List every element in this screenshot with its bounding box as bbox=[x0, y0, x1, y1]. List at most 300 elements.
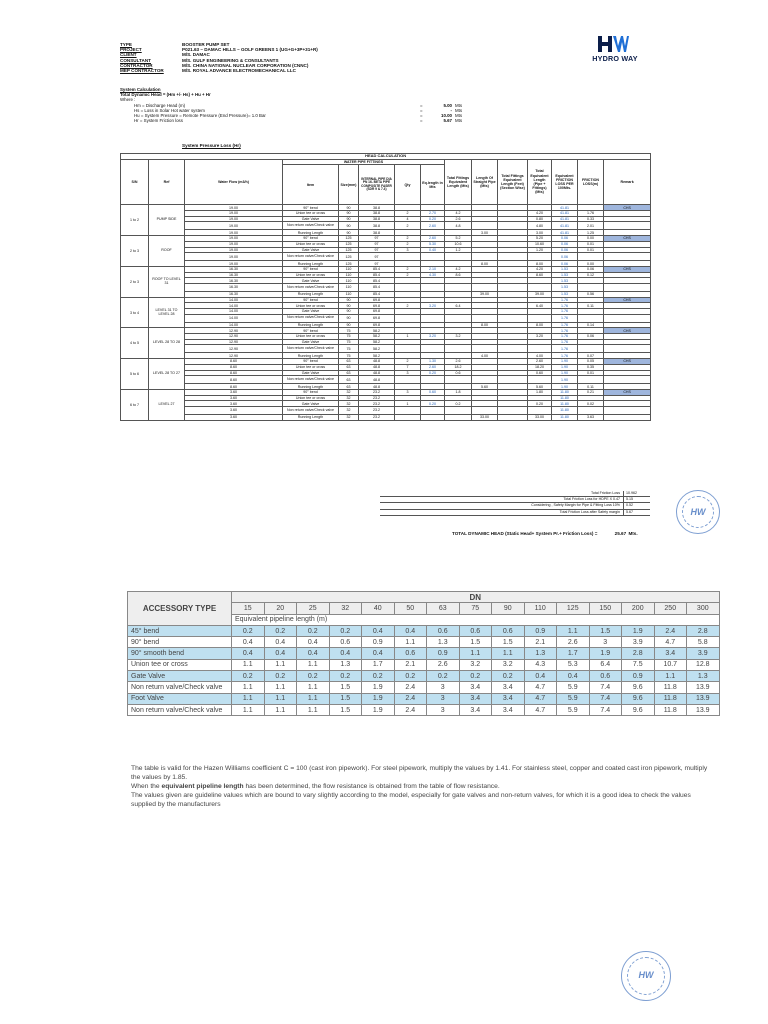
head-calc-cell bbox=[498, 406, 528, 414]
cell-sn: 1 to 2 bbox=[121, 205, 149, 236]
accessory-name: Foot Valve bbox=[128, 693, 232, 704]
accessory-value: 7.4 bbox=[589, 682, 622, 693]
col-flow: Water Flow (m3/h) bbox=[185, 159, 283, 205]
accessory-value: 1.1 bbox=[264, 659, 297, 670]
head-calc-cell: Running Length bbox=[283, 261, 339, 267]
col-internal-dia: INTERNAL PIPE DIA PN 16- BETA PIPE COMPOSITE FASER (SDR 9 & 7.4) bbox=[359, 165, 395, 205]
cell-sn: 4 to 5 bbox=[121, 328, 149, 359]
head-calc-cell bbox=[578, 345, 604, 353]
head-calc-cell: 2 bbox=[395, 241, 421, 247]
head-calc-cell: 0.20 bbox=[421, 216, 445, 222]
accessory-value: 2.4 bbox=[394, 693, 427, 704]
accessory-value: 9.6 bbox=[622, 704, 655, 715]
head-calc-cell: Union tee or cross bbox=[283, 364, 339, 370]
head-calc-cell: 110 bbox=[339, 272, 359, 278]
head-calc-cell bbox=[421, 314, 445, 322]
head-calc-cell: 3.60 bbox=[185, 414, 283, 420]
accessory-value: 1.1 bbox=[264, 682, 297, 693]
info-key: PROJECT bbox=[120, 47, 142, 53]
head-calc-cell: 48.8 bbox=[359, 364, 395, 370]
head-calc-cell bbox=[445, 345, 472, 353]
head-calc-cell: 0.33 bbox=[578, 216, 604, 222]
accessory-value: 1.5 bbox=[329, 682, 362, 693]
head-calc-cell: 5.60 bbox=[472, 384, 498, 390]
head-calc-cell: 12.90 bbox=[185, 353, 283, 359]
head-calc-cell: 1.76 bbox=[552, 303, 578, 309]
accessory-value: 2.1 bbox=[524, 637, 557, 648]
head-calc-cell bbox=[472, 345, 498, 353]
head-calc-cell: 1.76 bbox=[552, 339, 578, 345]
accessory-row bbox=[128, 682, 720, 693]
head-calc-cell: Gate Valve bbox=[283, 339, 339, 345]
info-row bbox=[120, 68, 318, 73]
calc-line-text: Hr = System Friction loss bbox=[134, 118, 183, 123]
head-calc-cell: 3 bbox=[395, 389, 421, 395]
head-calc-cell: CHS bbox=[604, 236, 651, 242]
head-calc-cell: 1.53 bbox=[552, 272, 578, 278]
head-calc-cell: 90° bend bbox=[283, 359, 339, 365]
head-calc-cell: 4.80 bbox=[528, 222, 552, 230]
accessory-value: 1.1 bbox=[297, 659, 330, 670]
head-calc-cell: 3.60 bbox=[185, 395, 283, 401]
head-calc-cell: 33.00 bbox=[528, 414, 552, 420]
accessory-value: 0.4 bbox=[394, 625, 427, 636]
head-calc-cell: 4 bbox=[395, 216, 421, 222]
head-calc-cell bbox=[578, 283, 604, 291]
head-calc-cell: 69.8 bbox=[359, 309, 395, 315]
accessory-row bbox=[128, 648, 720, 659]
head-calc-cell: 1.2 bbox=[445, 247, 472, 253]
head-calc-cell: 11.80 bbox=[552, 389, 578, 395]
head-calc-cell bbox=[498, 376, 528, 384]
head-calc-cell: Running Length bbox=[283, 384, 339, 390]
head-calc-cell: 4.20 bbox=[528, 211, 552, 217]
head-calc-cell: 90° bend bbox=[283, 328, 339, 334]
dn-size: 50 bbox=[394, 603, 427, 614]
accessory-value: 3.4 bbox=[492, 682, 525, 693]
head-calc-cell: Non return valve/Check valve bbox=[283, 406, 339, 414]
head-calc-cell: 8.60 bbox=[185, 370, 283, 376]
head-calc-cell bbox=[604, 406, 651, 414]
accessory-value: 0.4 bbox=[232, 648, 265, 659]
accessory-value: 1.9 bbox=[362, 682, 395, 693]
head-calc-cell: Union tee or cross bbox=[283, 334, 339, 340]
head-calc-cell: 125 bbox=[339, 247, 359, 253]
head-calc-cell: 58.2 bbox=[359, 328, 395, 334]
notes bbox=[131, 764, 716, 809]
head-calc-cell: 48.8 bbox=[359, 384, 395, 390]
info-value: M/S. ROYAL ADVANCE ELECTROMECHANICAL LLC bbox=[182, 68, 296, 74]
dn-size: 300 bbox=[687, 603, 720, 614]
head-calc-cell bbox=[604, 222, 651, 230]
accessory-value: 3.4 bbox=[492, 693, 525, 704]
head-calc-cell: 1.53 bbox=[552, 278, 578, 284]
head-calc-cell: 3.63 bbox=[578, 414, 604, 420]
info-key: CONTRACTOR bbox=[120, 62, 153, 68]
accessory-value: 12.8 bbox=[687, 659, 720, 670]
head-calc-cell: 58.2 bbox=[359, 339, 395, 345]
head-calc-cell: 0.01 bbox=[578, 247, 604, 253]
accessory-value: 1.1 bbox=[264, 693, 297, 704]
accessory-value: 0.2 bbox=[492, 671, 525, 682]
accessory-value: 3 bbox=[427, 704, 460, 715]
accessory-value: 1.5 bbox=[329, 704, 362, 715]
head-calc-cell: 1.53 bbox=[552, 283, 578, 291]
info-value: BOOSTER PUMP SET bbox=[182, 42, 230, 47]
head-calc-cell: 10.6 bbox=[445, 241, 472, 247]
accessory-type-header: ACCESSORY TYPE bbox=[128, 592, 232, 626]
accessory-table bbox=[127, 591, 720, 716]
head-calc-cell: 3.20 bbox=[421, 303, 445, 309]
accessory-value: 1.1 bbox=[297, 704, 330, 715]
info-key: MEP CONTRACTOR bbox=[120, 68, 164, 74]
head-calc-cell: 2 bbox=[395, 222, 421, 230]
head-calc-cell: 2.10 bbox=[421, 266, 445, 272]
head-calc-cell bbox=[445, 376, 472, 384]
accessory-value: 7.5 bbox=[622, 659, 655, 670]
accessory-name: 90° bend bbox=[128, 637, 232, 648]
head-calc-cell: 1.90 bbox=[552, 384, 578, 390]
head-calc-cell: 19.00 bbox=[185, 236, 283, 242]
head-calc-cell: 1.80 bbox=[528, 389, 552, 395]
head-calc-cell: 38.8 bbox=[359, 230, 395, 236]
head-calc-cell: 85.4 bbox=[359, 266, 395, 272]
dn-size: 75 bbox=[459, 603, 492, 614]
head-calc-cell: 1.30 bbox=[421, 359, 445, 365]
head-calc-cell: 0.06 bbox=[552, 247, 578, 253]
accessory-value: 3.4 bbox=[459, 682, 492, 693]
head-calc-cell: 1.76 bbox=[552, 345, 578, 353]
dn-header: DN bbox=[232, 592, 720, 603]
head-calc-cell bbox=[395, 253, 421, 261]
calc-line-unit: Mts bbox=[455, 118, 463, 123]
cell-ref: ROOF TO LEVEL 31 bbox=[149, 266, 185, 297]
head-calc-cell: 0.40 bbox=[421, 247, 445, 253]
head-calc-cell: Running Length bbox=[283, 414, 339, 420]
head-calc-cell bbox=[395, 314, 421, 322]
head-calc-cell bbox=[528, 283, 552, 291]
head-calc-cell: CHS bbox=[604, 359, 651, 365]
head-calc-cell: 3 bbox=[395, 370, 421, 376]
head-calc-cell: 0.60 bbox=[421, 389, 445, 395]
calc-line-eq: = bbox=[420, 108, 423, 113]
calc-line-unit: Mts bbox=[455, 108, 463, 113]
cell-sn: 5 to 6 bbox=[121, 359, 149, 390]
dn-size: 32 bbox=[329, 603, 362, 614]
accessory-value: 0.4 bbox=[297, 648, 330, 659]
head-calc-cell: 69.8 bbox=[359, 303, 395, 309]
head-calc-row bbox=[121, 222, 651, 230]
accessory-value: 1.5 bbox=[492, 637, 525, 648]
accessory-value: 3.4 bbox=[459, 704, 492, 715]
accessory-value: 1.1 bbox=[459, 648, 492, 659]
head-calc-cell: 0.11 bbox=[578, 384, 604, 390]
head-calc-cell: 97 bbox=[359, 241, 395, 247]
head-calc-cell: 48.8 bbox=[359, 376, 395, 384]
head-calc-cell: 39.00 bbox=[528, 291, 552, 297]
head-calc-cell: 69.8 bbox=[359, 322, 395, 328]
head-calc-cell: 58.2 bbox=[359, 345, 395, 353]
calc-line-text: Hu = System Pressure = Remote Pressure (End Pressure)= 1.0 Bar bbox=[134, 113, 266, 118]
info-value: M/S. DAMAC bbox=[182, 52, 210, 58]
head-calc-cell: 90 bbox=[339, 309, 359, 315]
accessory-value: 1.1 bbox=[492, 648, 525, 659]
head-calc-cell: 75 bbox=[339, 334, 359, 340]
head-calc-cell: 1.20 bbox=[528, 247, 552, 253]
head-calc-cell: 14.00 bbox=[185, 322, 283, 328]
head-calc-cell bbox=[421, 406, 445, 414]
accessory-value: 0.2 bbox=[297, 671, 330, 682]
total-value: 0.52 bbox=[623, 503, 650, 508]
head-calc-cell: Gate Valve bbox=[283, 309, 339, 315]
head-calc-cell: 48.8 bbox=[359, 359, 395, 365]
head-calc-cell: 0.6 bbox=[445, 370, 472, 376]
accessory-name: Non return valve/Check valve bbox=[128, 682, 232, 693]
head-calc-cell: 0.11 bbox=[578, 303, 604, 309]
head-calc-cell: 63 bbox=[339, 364, 359, 370]
head-calc-title: HEAD CALCULATION bbox=[121, 154, 651, 160]
head-calc-row bbox=[121, 314, 651, 322]
head-calc-cell: 19.00 bbox=[185, 261, 283, 267]
head-calc-cell: 8.60 bbox=[185, 359, 283, 365]
head-calc-cell: Non return valve/Check valve bbox=[283, 376, 339, 384]
head-calc-cell bbox=[498, 314, 528, 322]
info-key: CONSULTANT bbox=[120, 57, 151, 63]
head-calc-cell: 1.90 bbox=[552, 359, 578, 365]
accessory-row bbox=[128, 671, 720, 682]
accessory-value: 0.9 bbox=[524, 625, 557, 636]
head-calc-cell: 0.06 bbox=[578, 334, 604, 340]
head-calc-cell: 14.00 bbox=[185, 297, 283, 303]
head-calc-cell: 69.8 bbox=[359, 314, 395, 322]
company-stamp-icon: HW bbox=[676, 490, 720, 534]
accessory-value: 4.3 bbox=[524, 659, 557, 670]
accessory-value: 4.7 bbox=[524, 704, 557, 715]
cell-sn: 3 to 4 bbox=[121, 297, 149, 328]
info-value: M/S. GULF ENGINEERING & CONSULTANTS bbox=[182, 57, 279, 63]
info-value: P021.63 – DAMAC HILLS – GOLF GREENS 1 (UG+G+3P+31+R) bbox=[182, 47, 318, 53]
head-calc-cell: 19.00 bbox=[185, 222, 283, 230]
head-calc-cell: 19.00 bbox=[185, 230, 283, 236]
head-calc-cell bbox=[445, 283, 472, 291]
calc-line-unit: Mts bbox=[455, 103, 463, 108]
head-calc-cell: 110 bbox=[339, 266, 359, 272]
total-value: 5.67 bbox=[623, 510, 650, 515]
head-calc-cell: 1.76 bbox=[552, 309, 578, 315]
accessory-value: 5.8 bbox=[687, 637, 720, 648]
accessory-name: Gate Valve bbox=[128, 671, 232, 682]
head-calc-cell bbox=[421, 345, 445, 353]
accessory-value: 0.4 bbox=[557, 671, 590, 682]
accessory-value: 3 bbox=[427, 682, 460, 693]
accessory-value: 1.1 bbox=[264, 704, 297, 715]
accessory-value: 0.4 bbox=[524, 671, 557, 682]
head-calc-cell: 4.20 bbox=[528, 266, 552, 272]
head-calc-cell: Non return valve/Check valve bbox=[283, 314, 339, 322]
head-calc-cell: 90 bbox=[339, 322, 359, 328]
accessory-row bbox=[128, 704, 720, 715]
head-calc-cell bbox=[528, 345, 552, 353]
head-calc-cell bbox=[498, 345, 528, 353]
cell-ref: LEVEL 31 TO LEVEL 28 bbox=[149, 297, 185, 328]
accessory-row bbox=[128, 625, 720, 636]
note-3: The values given are guideline values which are bound to vary slightly according to the model, especially for gate valves and non-return valves, for which it is a good idea to check the values supplied by the manufacturers bbox=[131, 792, 691, 808]
col-qty: Qty bbox=[395, 165, 421, 205]
head-calc-cell: 16.30 bbox=[185, 291, 283, 297]
dn-size: 15 bbox=[232, 603, 265, 614]
accessory-value: 0.2 bbox=[232, 671, 265, 682]
head-calc-cell: 12.90 bbox=[185, 339, 283, 345]
head-calc-cell: 0.01 bbox=[578, 241, 604, 247]
accessory-value: 4.7 bbox=[524, 693, 557, 704]
accessory-value: 1.3 bbox=[687, 671, 720, 682]
head-calc-cell: CHS bbox=[604, 389, 651, 395]
accessory-row bbox=[128, 637, 720, 648]
head-calc-cell: 8.00 bbox=[472, 322, 498, 328]
head-calc-cell: Non return valve/Check valve bbox=[283, 253, 339, 261]
accessory-value: 3.2 bbox=[492, 659, 525, 670]
accessory-value: 0.2 bbox=[362, 671, 395, 682]
head-calc-cell: 41.81 bbox=[552, 211, 578, 217]
hw-logo-icon bbox=[596, 34, 630, 54]
accessory-value: 3 bbox=[589, 637, 622, 648]
accessory-value: 0.2 bbox=[329, 671, 362, 682]
head-calc-cell bbox=[472, 222, 498, 230]
cell-ref: ROOF bbox=[149, 236, 185, 267]
head-calc-cell: 38.8 bbox=[359, 205, 395, 211]
head-calc-cell: 0.14 bbox=[578, 322, 604, 328]
head-calc-cell: 14.00 bbox=[185, 309, 283, 315]
accessory-value: 11.8 bbox=[654, 682, 687, 693]
accessory-value: 1.9 bbox=[362, 693, 395, 704]
head-calc-cell: 18.20 bbox=[528, 364, 552, 370]
cell-ref: LEVEL 27 bbox=[149, 389, 185, 420]
head-calc-cell: 8.60 bbox=[185, 384, 283, 390]
head-calc-cell: 4.2 bbox=[445, 211, 472, 217]
head-calc-cell: 90° bend bbox=[283, 205, 339, 211]
head-calc-cell: 1.76 bbox=[552, 297, 578, 303]
accessory-value: 1.7 bbox=[557, 648, 590, 659]
head-calc-cell: 97 bbox=[359, 253, 395, 261]
accessory-value: 0.2 bbox=[264, 671, 297, 682]
head-calc-cell: 11.80 bbox=[552, 406, 578, 414]
head-calc-cell: 63 bbox=[339, 384, 359, 390]
head-calc-cell: 3.20 bbox=[528, 334, 552, 340]
accessory-value: 2.1 bbox=[394, 659, 427, 670]
accessory-value: 1.9 bbox=[362, 704, 395, 715]
accessory-value: 2.6 bbox=[427, 659, 460, 670]
accessory-value: 11.8 bbox=[654, 693, 687, 704]
head-calc-cell: 0.20 bbox=[421, 401, 445, 407]
head-calc-cell: 23.2 bbox=[359, 406, 395, 414]
calc-line bbox=[134, 118, 469, 123]
head-calc-cell bbox=[472, 376, 498, 384]
head-calc-row bbox=[121, 376, 651, 384]
head-calc-cell: 75 bbox=[339, 345, 359, 353]
accessory-value: 0.2 bbox=[297, 625, 330, 636]
head-calc-cell: 0.01 bbox=[578, 370, 604, 376]
head-calc-row bbox=[121, 414, 651, 420]
calc-line-eq: = bbox=[420, 113, 423, 118]
head-calc-cell: 41.81 bbox=[552, 205, 578, 211]
info-key: TYPE bbox=[120, 42, 132, 47]
head-calc-cell bbox=[395, 376, 421, 384]
dn-size: 250 bbox=[654, 603, 687, 614]
head-calc-cell: 1.53 bbox=[552, 266, 578, 272]
head-calc-cell: 2 bbox=[395, 303, 421, 309]
accessory-value: 0.6 bbox=[492, 625, 525, 636]
accessory-value: 3 bbox=[427, 693, 460, 704]
head-calc-cell: 4.00 bbox=[528, 353, 552, 359]
col-total-fittings-feet: Total Fittings Equivalent Length (Feet) (Section Wise) bbox=[498, 159, 528, 205]
head-calc-cell: 38.8 bbox=[359, 216, 395, 222]
head-calc-cell: 90 bbox=[339, 230, 359, 236]
head-calc-cell bbox=[421, 376, 445, 384]
head-calc-cell: 1.90 bbox=[552, 370, 578, 376]
col-sn: S/N bbox=[121, 159, 149, 205]
col-total-fittings: Total Fittings Equivalent Length (Mts) bbox=[445, 159, 472, 205]
total-label: Considering , Safety Margin for Pipe & Fitting Loss 10% bbox=[531, 503, 620, 508]
accessory-value: 1.5 bbox=[589, 625, 622, 636]
head-calc-cell bbox=[395, 345, 421, 353]
head-calc-cell: 85.4 bbox=[359, 291, 395, 297]
head-calc-cell: 2.6 bbox=[445, 216, 472, 222]
col-water-pipe-fittings: WATER PIPE FITTINGS bbox=[283, 159, 445, 165]
head-calc-cell: CHS bbox=[604, 297, 651, 303]
head-calc-cell bbox=[578, 406, 604, 414]
head-calc-cell: 0.35 bbox=[578, 364, 604, 370]
accessory-value: 1.1 bbox=[232, 704, 265, 715]
accessory-value: 0.6 bbox=[589, 671, 622, 682]
head-calc-cell: 10.60 bbox=[528, 241, 552, 247]
head-calc-cell bbox=[421, 414, 445, 420]
accessory-value: 1.1 bbox=[232, 693, 265, 704]
accessory-value: 2.4 bbox=[394, 704, 427, 715]
col-friction-per-100: Equivalent FRICTION LOSS PER 100Mts. bbox=[552, 159, 578, 205]
cell-sn: 2 to 3 bbox=[121, 266, 149, 297]
accessory-value: 1.3 bbox=[427, 637, 460, 648]
head-calc-cell: Gate Valve bbox=[283, 278, 339, 284]
head-calc-cell: 3.00 bbox=[472, 230, 498, 236]
head-calc-cell: 1.76 bbox=[578, 211, 604, 217]
head-calc-cell: 1.76 bbox=[552, 334, 578, 340]
head-calc-cell: 2.60 bbox=[421, 222, 445, 230]
head-calc-cell: 97 bbox=[359, 236, 395, 242]
col-size: Size(mm) bbox=[339, 165, 359, 205]
head-calc-cell: 1.76 bbox=[552, 353, 578, 359]
head-calc-cell bbox=[604, 283, 651, 291]
head-calc-cell: 125 bbox=[339, 253, 359, 261]
head-calc-cell: 6.4 bbox=[445, 303, 472, 309]
head-calc-cell bbox=[578, 253, 604, 261]
accessory-value: 1.7 bbox=[362, 659, 395, 670]
accessory-value: 0.9 bbox=[622, 671, 655, 682]
col-item: Item bbox=[283, 165, 339, 205]
accessory-value: 3.4 bbox=[459, 693, 492, 704]
head-calc-cell: 90° bend bbox=[283, 266, 339, 272]
head-calc-cell: 2 bbox=[395, 236, 421, 242]
head-calc-cell: 0.60 bbox=[528, 370, 552, 376]
head-calc-cell: 69.8 bbox=[359, 297, 395, 303]
head-calc-cell bbox=[498, 283, 528, 291]
system-pressure-loss-title: System Pressure Loss (Hr) bbox=[182, 143, 241, 148]
head-calc-cell: 23.2 bbox=[359, 414, 395, 420]
head-calc-cell: 125 bbox=[339, 236, 359, 242]
head-calc-cell: 58.2 bbox=[359, 353, 395, 359]
hydro-way-logo bbox=[574, 34, 656, 64]
accessory-value: 11.8 bbox=[654, 704, 687, 715]
head-calc-cell: 85.4 bbox=[359, 278, 395, 284]
